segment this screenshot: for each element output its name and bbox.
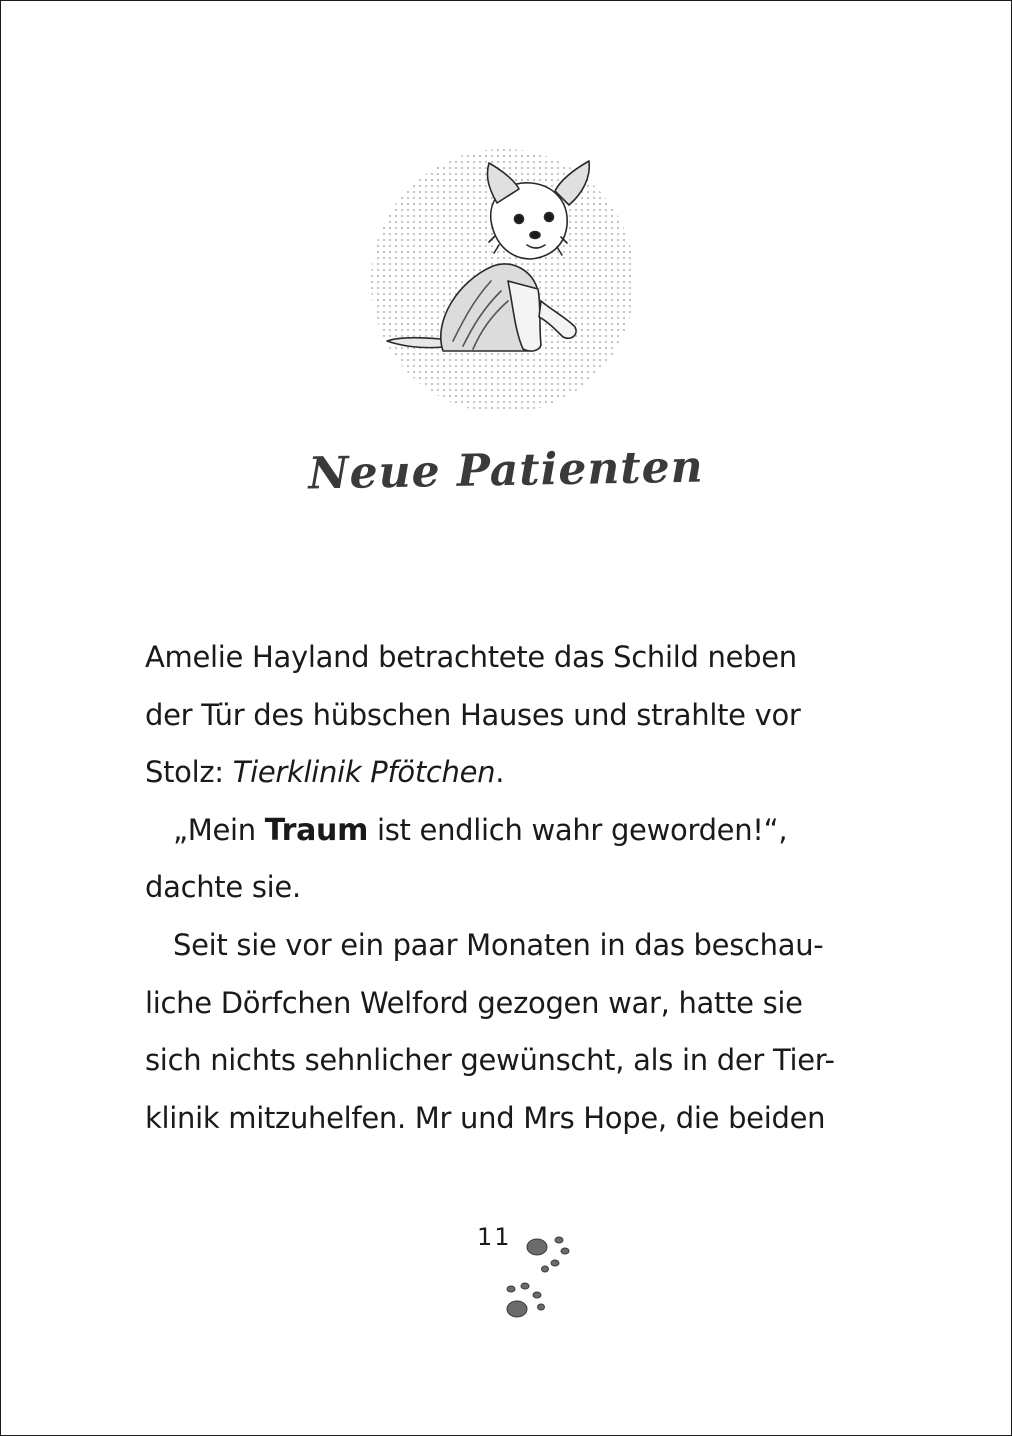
text-line: „Mein Traum ist endlich wahr geworden!“, (173, 812, 788, 848)
paw-prints-icon (497, 1223, 581, 1323)
text-line: Seit sie vor ein paar Monaten in das beschau- (173, 927, 824, 962)
clinic-name: Tierklinik Pfötchen (232, 755, 496, 790)
page-number: 11 (477, 1223, 512, 1251)
text-line: liche Dörfchen Welford gezogen war, hatte sie (145, 985, 803, 1020)
emphasized-word: Traum (264, 812, 369, 848)
text-line: sich nichts sehnlicher gewünscht, als in der Tier- (145, 1043, 835, 1078)
puppy-illustration (363, 141, 643, 421)
text-line: der Tür des hübschen Hauses und strahlte vor (145, 697, 801, 732)
text-line: dachte sie. (145, 870, 301, 905)
text-line: Amelie Hayland betrachtete das Schild neben (145, 640, 797, 674)
chapter-body (145, 629, 845, 1147)
text-line: Stolz: Tierklinik Pfötchen. (145, 755, 505, 790)
text-line: klinik mitzuhelfen. Mr und Mrs Hope, die beiden (145, 1100, 826, 1135)
chapter-title: Neue Patienten (307, 441, 705, 500)
